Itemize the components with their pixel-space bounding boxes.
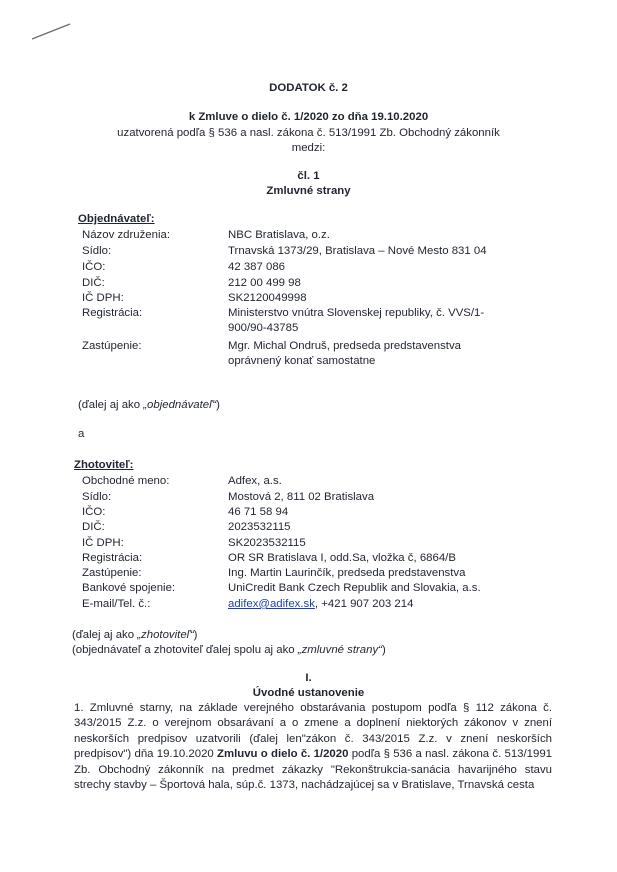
alias-prefix: (objednávateľ a zhotoviteľ ďalej spolu aj ako	[72, 644, 298, 656]
document-title: DODATOK č. 2	[269, 82, 348, 94]
alias-suffix: )	[216, 399, 220, 411]
email-link[interactable]: adifex@adifex.sk	[228, 598, 315, 610]
zhotovitel-value: SK2023532115	[228, 537, 306, 549]
zhotovitel-value: 46 71 58 94	[228, 506, 289, 518]
objednavatel-label: Sídlo:	[82, 245, 112, 257]
objednavatel-value-cont: 900/90-43785	[228, 322, 299, 334]
objednavatel-label: Názov združenia:	[82, 229, 171, 241]
parties-alias	[72, 643, 386, 657]
alias-term: „objednávateľ“	[143, 399, 217, 411]
zhotovitel-label: Obchodné meno:	[82, 475, 170, 487]
objednavatel-value: 212 00 499 98	[228, 277, 301, 289]
document-subtitle: k Zmluve o dielo č. 1/2020 zo dňa 19.10.2020	[188, 111, 429, 123]
objednavatel-value: Mgr. Michal Ondruš, predseda predstavenstva	[228, 340, 461, 352]
pen-stroke-mark	[30, 22, 72, 42]
section-number: I.	[305, 672, 312, 684]
zhotovitel-value: Ing. Martin Laurinčík, predseda predstavenstva	[228, 567, 466, 579]
conjunction-a: a	[78, 428, 85, 440]
section-paragraph	[74, 701, 552, 793]
zhotovitel-heading: Zhotoviteľ:	[74, 459, 134, 471]
article-number: čl. 1	[297, 170, 320, 182]
alias-term: „zhotoviteľ“	[137, 629, 194, 641]
objednavatel-label: IČ DPH:	[82, 292, 124, 304]
article-heading: Zmluvné strany	[266, 185, 351, 197]
objednavatel-label: DIČ:	[82, 277, 105, 289]
objednavatel-value-cont: oprávnený konať samostatne	[228, 355, 376, 367]
zhotovitel-label: Sídlo:	[82, 491, 112, 503]
objednavatel-label: IČO:	[82, 261, 106, 273]
objednavatel-value: NBC Bratislava, o.z.	[228, 229, 330, 241]
objednavatel-value: Ministerstvo vnútra Slovenskej republiky, č. VVS/1-	[228, 307, 485, 319]
zhotovitel-value: 2023532115	[228, 521, 291, 533]
paragraph-text: podľa § 536 a nasl. zákona č. 513/1991 Zb. Obchodný zákonník na predmet zákazky "Rekonštrukcia-sanácia havarijného stavu strechy stavby – Športová hala, súp.č. 1373, nachádzajúcej sa v Bratislave, Trnavská cesta	[74, 748, 552, 792]
zhotovitel-label: IČO:	[82, 506, 106, 518]
zhotovitel-value: Mostová 2, 811 02 Bratislava	[228, 491, 375, 503]
contract-reference: Zmluvu o dielo č. 1/2020	[217, 748, 349, 761]
zhotovitel-label: DIČ:	[82, 521, 105, 533]
zhotovitel-label: E-mail/Tel. č.:	[82, 598, 151, 610]
zhotovitel-value: Adfex, a.s.	[228, 475, 282, 487]
objednavatel-value: SK2120049998	[228, 292, 307, 304]
phone-number: , +421 907 203 214	[314, 598, 414, 610]
zhotovitel-label: IČ DPH:	[82, 537, 124, 549]
contact-value	[228, 597, 413, 611]
objednavatel-heading: Objednávateľ:	[78, 213, 155, 225]
paragraph-text: 1. Zmluvné starny, na základe verejného obstarávania postupom podľa § 112 zákona č. 343/2015 Z.z. o verejnom obsarávaní a o zmene a doplnení niektorých zákonov v znení neskorších predpisov uzatvorili (ďalej len"zákon č. 343/2015 Z.z. v znení neskorších predpisov") dňa 19.10.2020	[74, 702, 552, 761]
objednavatel-value: Trnavská 1373/29, Bratislava – Nové Mesto 831 04	[228, 245, 487, 257]
section-heading: Úvodné ustanovenie	[252, 687, 365, 699]
objednavatel-value: 42 387 086	[228, 261, 286, 273]
zhotovitel-value: OR SR Bratislava I, odd.Sa, vložka č, 6864/B	[228, 552, 456, 564]
objednavatel-alias	[78, 398, 220, 412]
zhotovitel-label: Zastúpenie:	[82, 567, 142, 579]
alias-term: „zmluvné strany“	[297, 644, 382, 656]
objednavatel-label: Zastúpenie:	[82, 340, 142, 352]
zhotovitel-value: UniCredit Bank Czech Republik and Slovakia, a.s.	[228, 582, 481, 594]
alias-suffix: )	[381, 644, 386, 656]
objednavatel-label: Registrácia:	[82, 307, 143, 319]
between-line: medzi:	[291, 142, 326, 154]
alias-suffix: )	[193, 629, 198, 641]
zhotovitel-alias	[72, 628, 197, 642]
alias-prefix: (ďalej aj ako	[78, 399, 144, 411]
zhotovitel-label: Bankové spojenie:	[82, 582, 176, 594]
alias-prefix: (ďalej aj ako	[72, 629, 138, 641]
zhotovitel-label: Registrácia:	[82, 552, 143, 564]
legal-basis-line: uzatvorená podľa § 536 a nasl. zákona č. 513/1991 Zb. Obchodný zákonník	[117, 127, 500, 139]
